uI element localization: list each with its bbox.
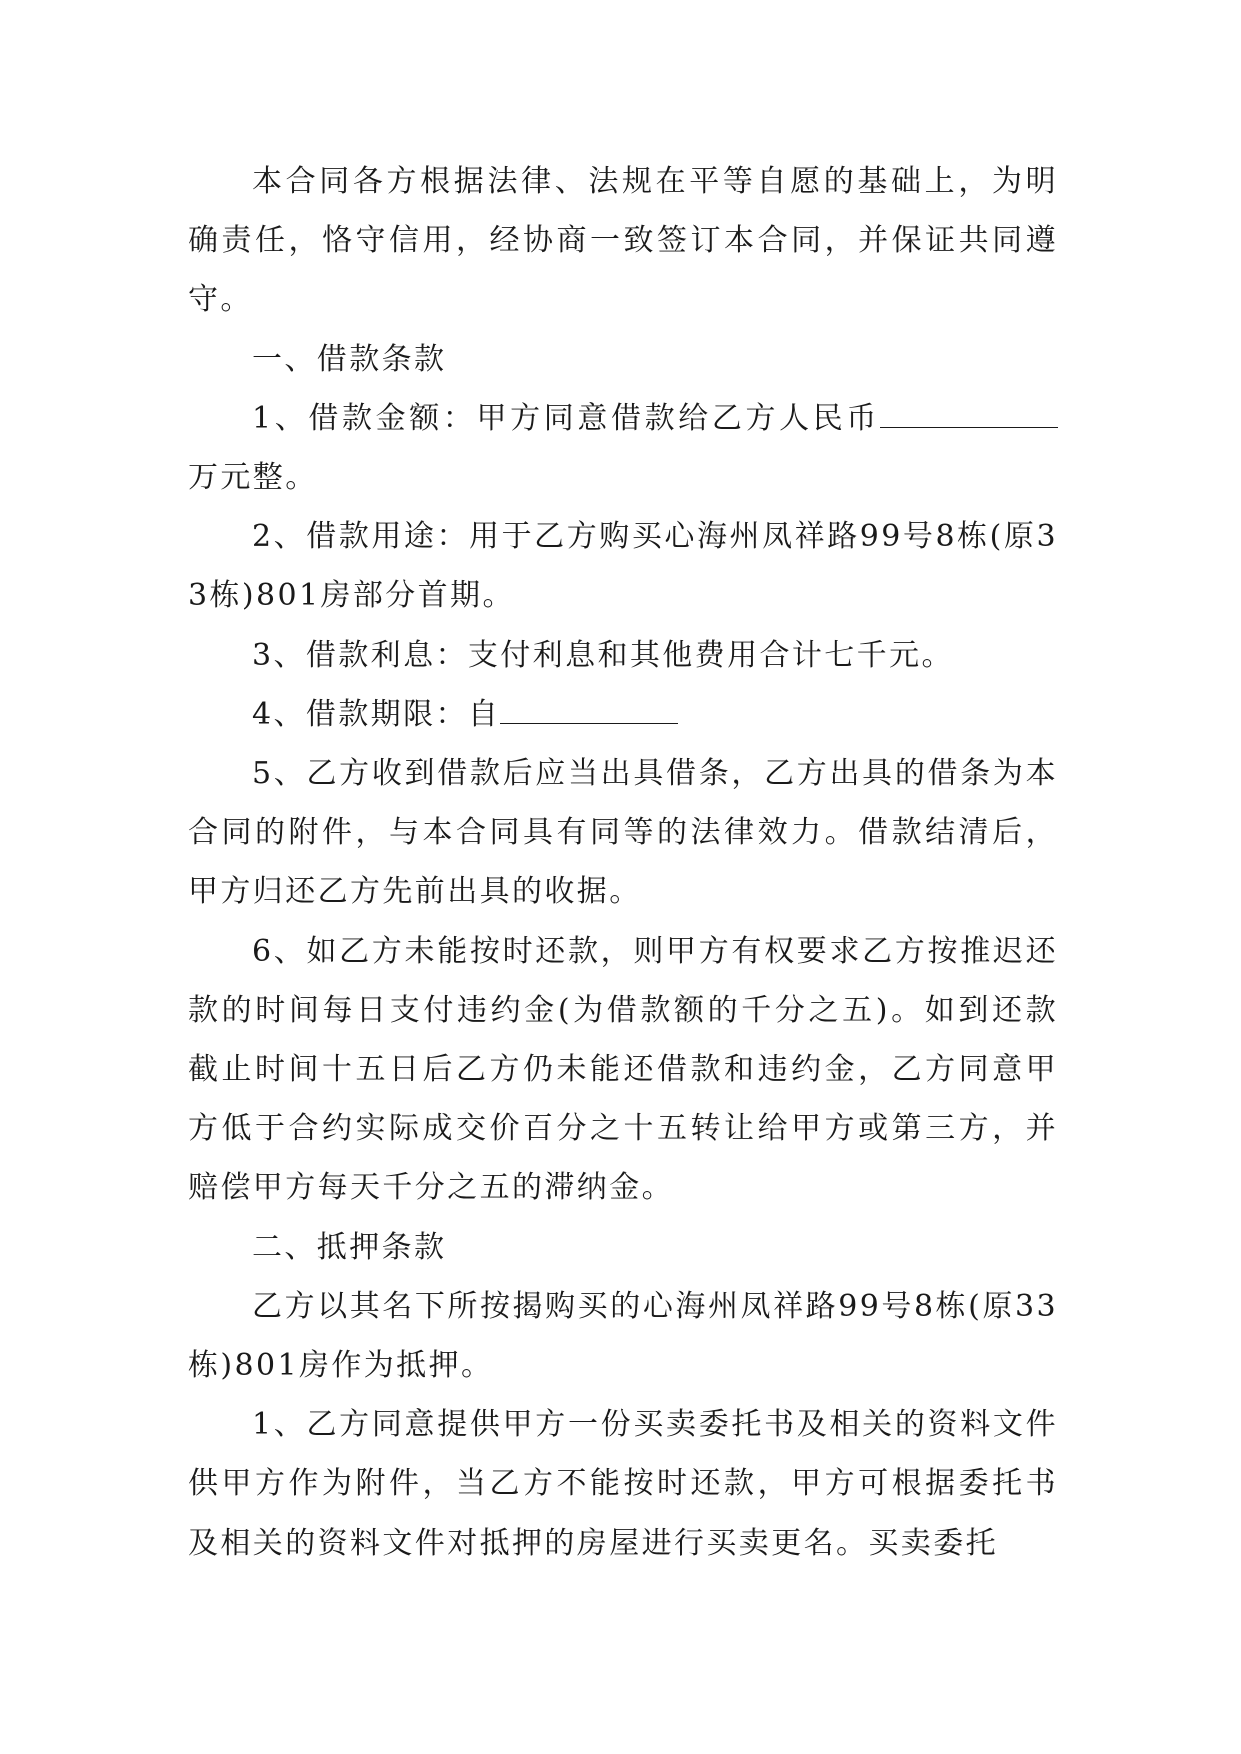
clause-late-payment: 6、如乙方未能按时还款，则甲方有权要求乙方按推迟还款的时间每日支付违约金(为借款额的千分之五)。如到还款截止时间十五日后乙方仍未能还借款和违约金，乙方同意甲方低于合约实际成交价百分之十五转让给甲方或第三方，并赔偿甲方每天千分之五的滞纳金。 <box>188 933 1058 1206</box>
clause-power-of-attorney: 1、乙方同意提供甲方一份买卖委托书及相关的资料文件供甲方作为附件，当乙方不能按时还款，甲方可根据委托书及相关的资料文件对抵押的房屋进行买卖更名。买卖委托 <box>188 1407 1058 1561</box>
section-title-loan-terms: 一、借款条款 <box>252 341 447 377</box>
clause-receipt: 5、乙方收到借款后应当出具借条，乙方出具的借条为本合同的附件，与本合同具有同等的法律效力。借款结清后，甲方归还乙方先前出具的收据。 <box>188 756 1058 910</box>
clause-loan-amount-text: 1、借款金额：甲方同意借款给乙方人民币 <box>252 400 880 436</box>
loan-amount-blank <box>880 395 1058 428</box>
clause-loan-period <box>188 685 1058 744</box>
section-title-mortgage-terms: 二、抵押条款 <box>252 1229 447 1265</box>
loan-period-blank <box>500 691 678 724</box>
clause-loan-purpose: 2、借款用途：用于乙方购买心海州凤祥路99号8栋(原33栋)801房部分首期。 <box>188 519 1058 614</box>
intro-paragraph: 本合同各方根据法律、法规在平等自愿的基础上，为明确责任，恪守信用，经协商一致签订本合同，并保证共同遵守。 <box>188 164 1058 318</box>
mortgage-intro: 乙方以其名下所按揭购买的心海州凤祥路99号8栋(原33栋)801房作为抵押。 <box>188 1288 1058 1384</box>
clause-loan-amount-unit: 万元整。 <box>188 460 318 496</box>
clause-loan-amount <box>188 389 1058 507</box>
clause-loan-interest: 3、借款利息：支付利息和其他费用合计七千元。 <box>252 637 954 673</box>
clause-loan-period-text: 4、借款期限：自 <box>252 696 501 732</box>
contract-body <box>188 152 1058 1573</box>
